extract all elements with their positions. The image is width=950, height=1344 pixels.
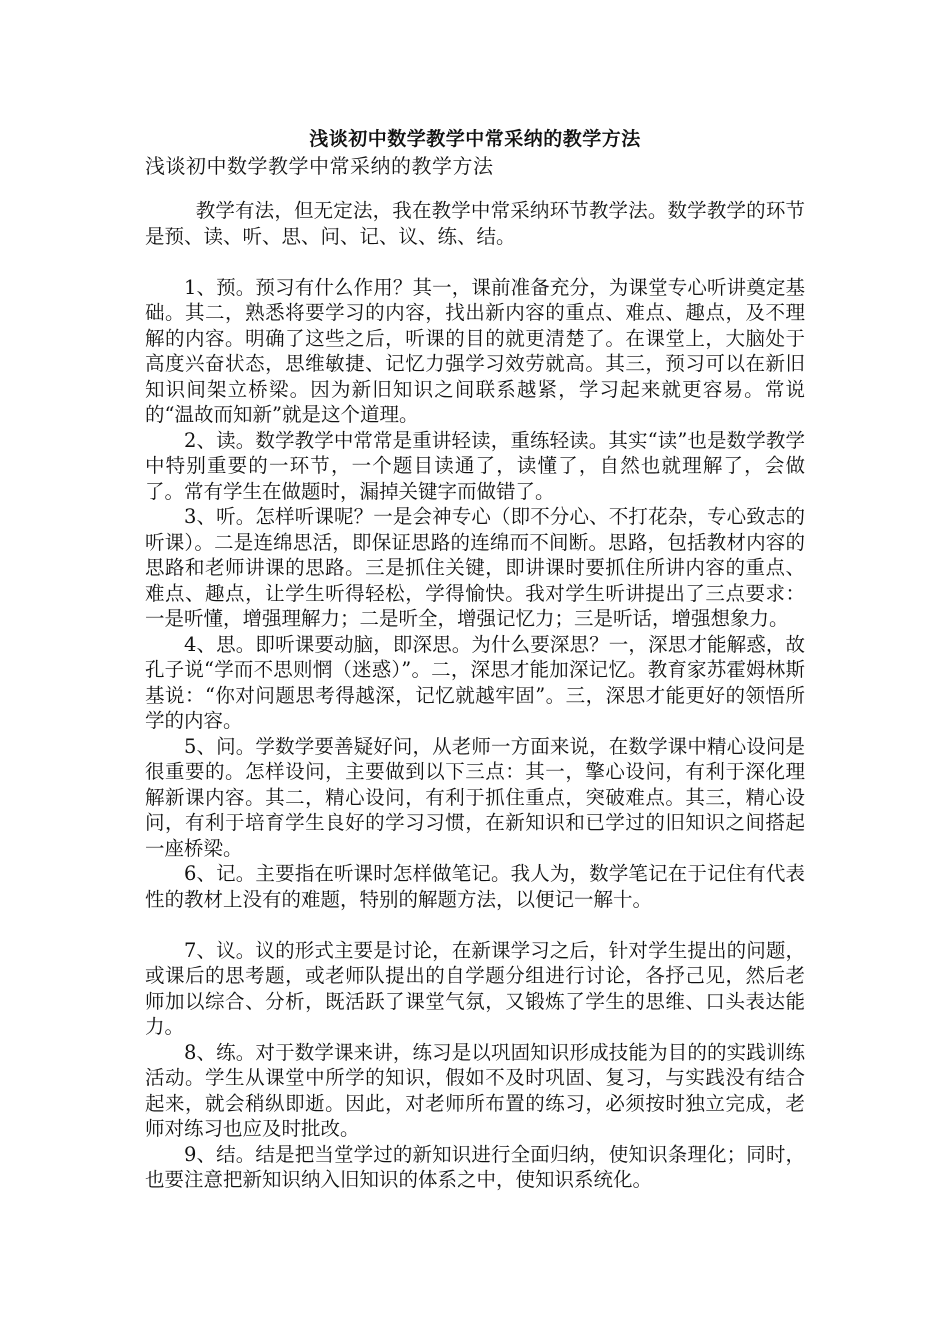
paragraph-listen: 3、听。怎样听课呢？一是会神专心（即不分心、不打花杂，专心致志的听课）。二是连绵思活，即保证思路的连绵而不间断。思路，包括教材内容的思路和老师讲课的思路。三是抓住关键，即讲课时要抓住所讲内容的重点、难点、趣点，让学生听得轻松，学得愉快。我对学生听讲提出了三点要求：一是听懂，增强理解力；二是听全，增强记忆力；三是听话，增强想象力。 (145, 505, 805, 630)
paragraph-preview: 1、预。预习有什么作用？其一，课前准备充分，为课堂专心听讲奠定基础。其二，熟悉将要学习的内容，找出新内容的重点、难点、趣点，及不理解的内容。明确了这些之后，听课的目的就更清楚了。在课堂上，大脑处于高度兴奋状态，思维敏捷、记忆力强学习效劳就高。其三，预习可以在新旧知识间架立桥梁。因为新旧知识之间联系越紧，学习起来就更容易。常说的“温故而知新”就是这个道理。 (145, 275, 805, 426)
intro-paragraph: 教学有法，但无定法，我在教学中常采纳环节教学法。数学教学的环节是预、读、听、思、问、记、议、练、结。 (145, 199, 805, 248)
paragraph-discuss: 7、议。议的形式主要是讨论，在新课学习之后，针对学生提出的问题，或课后的思考题，或老师队提出的自学题分组进行讨论，各抒己见，然后老师加以综合、分析，既活跃了课堂气氛，又锻炼了学生的思维、口头表达能力。 (145, 938, 805, 1038)
document-title: 浅谈初中数学教学中常采纳的教学方法 (309, 128, 641, 150)
paragraph-spacer (145, 912, 805, 938)
paragraph-ask: 5、问。学数学要善疑好问，从老师一方面来说，在数学课中精心设问是很重要的。怎样设问，主要做到以下三点：其一，擎心设问，有利于深化理解新课内容。其二，精心设问，有利于抓住重点，突破难点。其三，精心设问，有利于培育学生良好的学习习惯，在新知识和已学过的旧知识之间搭起一座桥梁。 (145, 734, 805, 860)
document-body (145, 198, 805, 1193)
paragraph-note: 6、记。主要指在听课时怎样做笔记。我人为，数学笔记在于记住有代表性的教材上没有的难题，特别的解题方法，以便记一解十。 (145, 862, 805, 911)
paragraph-read: 2、读。数学教学中常常是重讲轻读，重练轻读。其实“读”也是数学教学中特别重要的一环节，一个题目读通了，读懂了，自然也就理解了，会做了。常有学生在做题时，漏掉关键字而做错了。 (145, 428, 805, 503)
paragraph-practice: 8、练。对于数学课来讲，练习是以巩固知识形成技能为目的的实践训练活动。学生从课堂中所学的知识，假如不及时巩固、复习，与实践没有结合起来，就会稍纵即逝。因此，对老师所布置的练习，必须按时独立完成，老师对练习也应及时批改。 (145, 1040, 805, 1140)
document-subtitle: 浅谈初中数学教学中常采纳的教学方法 (145, 154, 494, 178)
paragraph-spacer (145, 249, 805, 275)
paragraph-summarize: 9、结。结是把当堂学过的新知识进行全面归纳，使知识条理化；同时，也要注意把新知识纳入旧知识的体系之中，使知识系统化。 (145, 1142, 805, 1191)
paragraph-think: 4、思。即听课要动脑，即深思。为什么要深思？一，深思才能解惑，故孔子说“学而不思则惘（迷惑）”。二，深思才能加深记忆。教育家苏霍姆林斯基说：“你对问题思考得越深，记忆就越牢固”。三，深思才能更好的领悟所学的内容。 (145, 632, 805, 732)
